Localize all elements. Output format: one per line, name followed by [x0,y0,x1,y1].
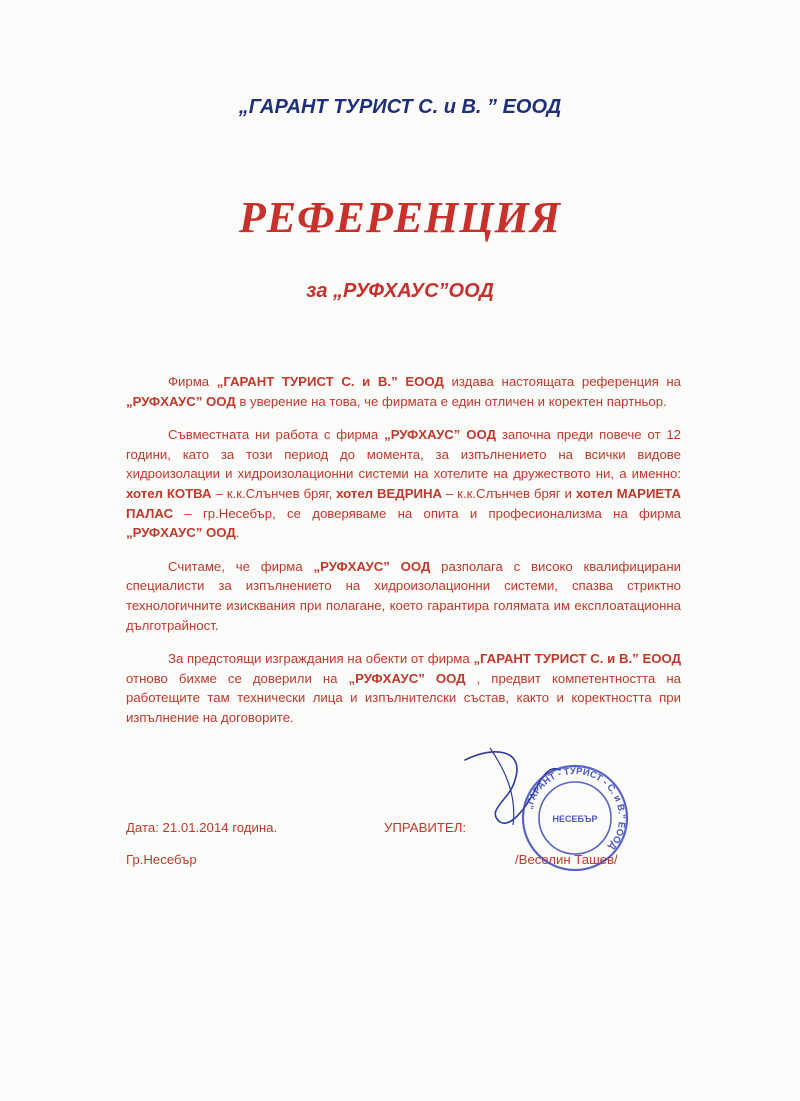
stamp-ring-text: „ГАРАНТ - ТУРИСТ - С. и В.” ЕООД [523,765,628,852]
date-line: Дата: 21.01.2014 година. [126,820,278,835]
company-stamp [520,748,630,888]
manager-name: /Веселин Ташев/ [515,852,618,867]
paragraph-4: За предстоящи изграждания на обекти от фирма „ГАРАНТ ТУРИСТ С. и В.” ЕООД отново бихме се доверили на „РУФХАУС” ООД , предвит компетентността на работещите там технически лица и изпълнителски състав, както и коректността при изпълнение на договорите. [126,651,682,725]
city-line: Гр.Несебър [126,852,197,867]
document-title: РЕФЕРЕНЦИЯ [238,193,562,242]
paragraph-2: Съвместната ни работа с фирма „РУФХАУС” ООД започна преди повече от 12 години, като за този период до момента, за изпълнението на всички видове хидроизолации и хидроизолационни системи на хотелите на дружеството ни, а именно: хотел КОТВА – к.к.Слънчев бряг, хотел ВЕДРИНА – к.к.Слънчев бряг и хотел МАРИЕТА ПАЛАС – гр.Несебър, се доверяваме на опита и професионализма на фирма „РУФХАУС” ООД. [126,427,681,541]
stamp-center-text: НЕСЕБЪР [552,814,598,824]
manager-label: УПРАВИТЕЛ: [384,820,467,835]
document-body [126,372,681,742]
paragraph-3: Считаме, че фирма „РУФХАУС” ООД разполага с високо квалифицирани специалисти за изпълнението на хидроизолационни системи, спазва стриктно технологичните изисквания при полагане, което гарантира голямата им експлоатационна дълготрайност. [126,558,681,633]
company-header: „ГАРАНТ ТУРИСТ С. и В. ” ЕООД [238,96,562,118]
document-subtitle: за „РУФХАУС”ООД [306,280,494,302]
paragraph-1: Фирма „ГАРАНТ ТУРИСТ С. и В.” ЕООД издава настоящата референция на „РУФХАУС” ООД в уверение на това, че фирмата е един отличен и коректен партньор. [126,374,682,409]
